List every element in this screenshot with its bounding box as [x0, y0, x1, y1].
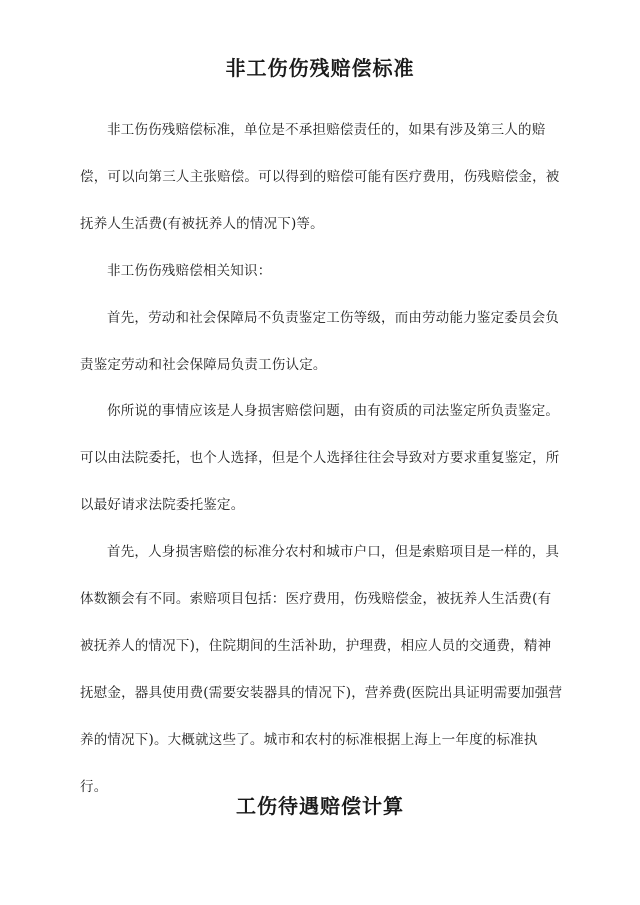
paragraph-personal-injury: 你所说的事情应该是人身损害赔偿问题，由有资质的司法鉴定所负责鉴定。可以由法院委托，也个人选择，但是个人选择往往会导致对方要求重复鉴定，所以最好请求法院委托鉴定。: [80, 403, 560, 513]
paragraph-intro: 非工伤伤残赔偿标准，单位是不承担赔偿责任的，如果有涉及第三人的赔偿，可以向第三人主张赔偿。可以得到的赔偿可能有医疗费用，伤残赔偿金，被抚养人生活费(有被抚养人的情况下)等。: [80, 122, 560, 232]
paragraph-appraisal-authority: 首先，劳动和社会保障局不负责鉴定工伤等级，而由劳动能力鉴定委员会负责鉴定劳动和社会保障局负责工伤认定。: [80, 310, 560, 373]
paragraph-compensation-items: 首先，人身损害赔偿的标准分农村和城市户口，但是索赔项目是一样的，具体数额会有不同。索赔项目包括：医疗费用，伤残赔偿金，被抚养人生活费(有被抚养人的情况下)，住院期间的生活补助，护理费，相应人员的交通费，精神抚慰金，器具使用费(需要安装器具的情况下)，营养费(医院出具证明需要加强营养的情况下)。大概就这些了。城市和农村的标准根据上海上一年度的标准执行。: [80, 544, 563, 795]
section-title: 工伤待遇赔偿计算: [236, 794, 404, 818]
paragraph-knowledge-heading: 非工伤伤残赔偿相关知识：: [107, 263, 272, 279]
document-title: 非工伤伤残赔偿标准: [225, 56, 415, 80]
